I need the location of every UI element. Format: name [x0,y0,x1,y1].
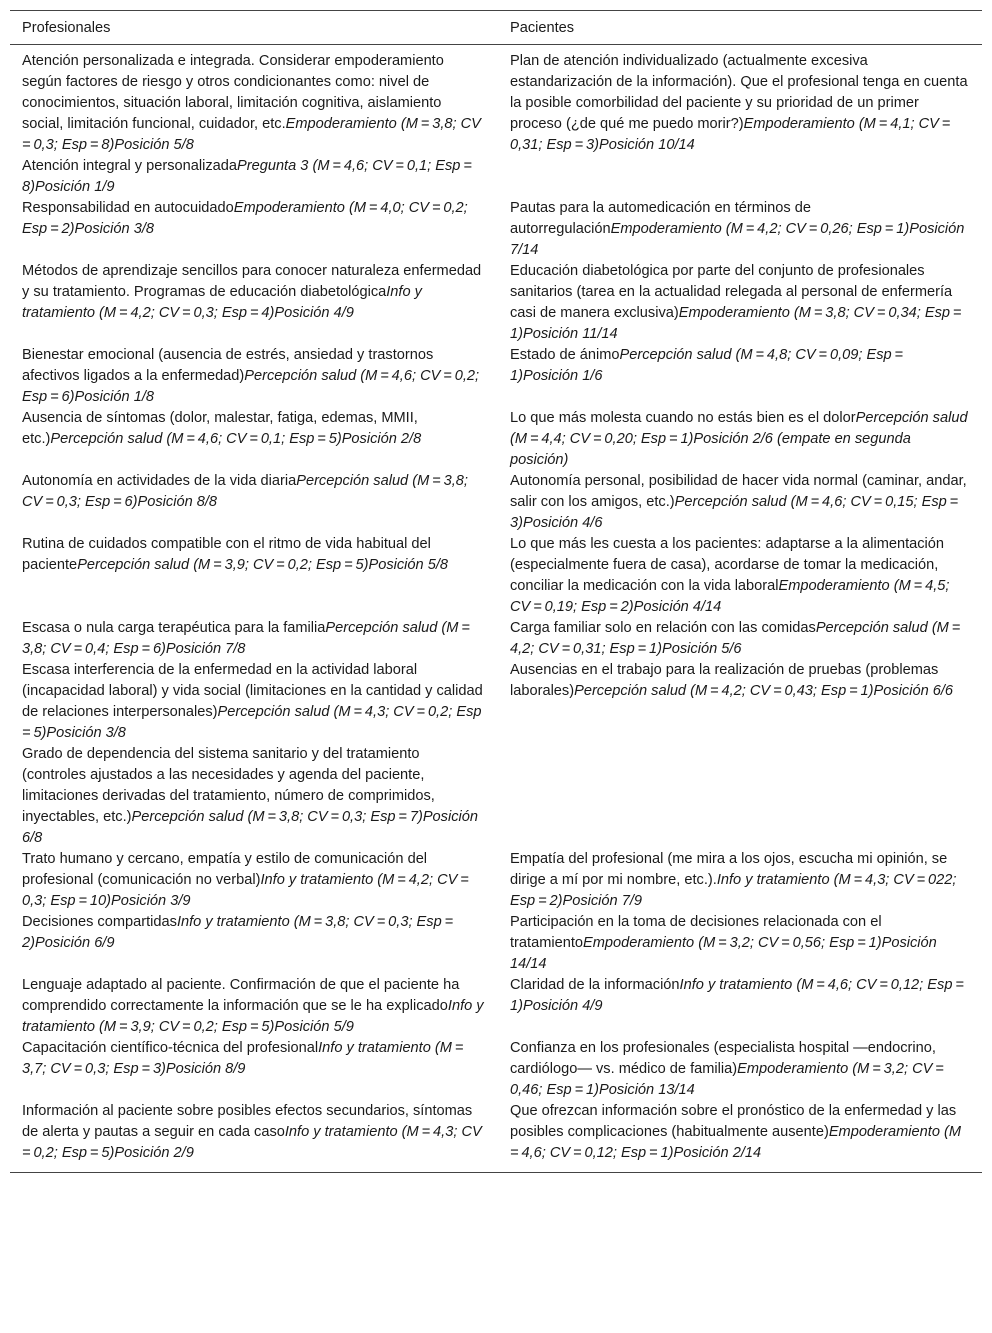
cell-text: Escasa interferencia de la enfermedad en la actividad laboral (incapacidad laboral) y vida social (limitaciones en la cantidad y calidad de relaciones interpersonales) [22,662,483,720]
table-row [10,408,982,471]
cell-pacientes [498,345,982,408]
cell-metadata: Pregunta 3 (M = 4,6; CV = 0,1; Esp = 8)Posición 1/9 [22,158,475,195]
cell-metadata: Empoderamiento (M = 3,8; CV = 0,34; Esp = 1)Posición 11/14 [510,305,965,342]
cell-text: Información al paciente sobre posibles efectos secundarios, síntomas de alerta y pautas a seguir en cada caso [22,1103,473,1140]
cell-pacientes [498,975,982,1038]
cell-metadata: Info y tratamiento (M = 3,7; CV = 0,3; Esp = 3)Posición 8/9 [22,1040,467,1077]
cell-metadata: Empoderamiento (M = 4,2; CV = 0,26; Esp = 1)Posición 7/14 [510,221,965,258]
cell-text: Ausencia de síntomas (dolor, malestar, fatiga, edemas, MMII, etc.) [22,410,418,447]
table-row [10,471,982,534]
cell-metadata: Info y tratamiento (M = 4,2; CV = 0,3; Esp = 10)Posición 3/9 [22,872,472,909]
column-header-pacientes: Pacientes [498,11,982,45]
header-row [10,11,982,45]
cell-pacientes [498,471,982,534]
cell-profesionales [10,912,498,975]
table-row [10,1038,982,1101]
cell-text: Lenguaje adaptado al paciente. Confirmación de que el paciente ha comprendido correctamente la información que se le ha explicado [22,977,460,1014]
cell-pacientes [498,198,982,261]
table-row [10,156,982,198]
cell-metadata: Info y tratamiento (M = 4,6; CV = 0,12; Esp = 1)Posición 4/9 [510,977,967,1014]
cell-profesionales [10,1038,498,1101]
cell-metadata: Info y tratamiento (M = 3,8; CV = 0,3; Esp = 2)Posición 6/9 [22,914,457,951]
cell-metadata: Percepción salud (M = 4,6; CV = 0,1; Esp = 5)Posición 2/8 [50,431,422,447]
table-row [10,849,982,912]
cell-metadata: Info y tratamiento (M = 4,3; CV = 022; Esp = 2)Posición 7/9 [510,872,957,909]
cell-text: Confianza en los profesionales (especialista hospital —endocrino, cardiólogo— vs. médico de familia) [510,1040,936,1077]
cell-text: Participación en la toma de decisiones relacionada con el tratamiento [510,914,882,951]
cell-profesionales [10,849,498,912]
table-row [10,45,982,157]
cell-pacientes [498,849,982,912]
cell-pacientes [498,45,982,157]
cell-text: Capacitación científico-técnica del profesional [22,1040,319,1056]
cell-text: Claridad de la información [510,977,680,993]
cell-metadata: Empoderamiento (M = 3,2; CV = 0,56; Esp = 1)Posición 14/14 [510,935,937,972]
cell-profesionales [10,534,498,618]
cell-text: Lo que más molesta cuando no estás bien es el dolor [510,410,856,426]
cell-text: Autonomía personal, posibilidad de hacer vida normal (caminar, andar, salir con los amigos, etc.) [510,473,967,510]
cell-metadata: Percepción salud (M = 4,3; CV = 0,2; Esp = 5)Posición 3/8 [22,704,485,741]
cell-metadata: Empoderamiento (M = 4,5; CV = 0,19; Esp = 2)Posición 4/14 [510,578,950,615]
cell-text: Métodos de aprendizaje sencillos para conocer naturaleza enfermedad y su tratamiento. Programas de educación diabetológica [22,263,482,300]
cell-text: Responsabilidad en autocuidado [22,200,234,216]
cell-metadata: Empoderamiento (M = 4,1; CV = 0,31; Esp = 3)Posición 10/14 [510,116,954,153]
comparison-table [10,10,982,1173]
cell-text: Atención personalizada e integrada. Considerar empoderamiento según factores de riesgo y otros condicionantes como: nivel de conocimientos, situación laboral, limitación cognitiva, aislamiento social, limitación funcional, cuidador, etc. [22,53,444,132]
cell-pacientes [498,408,982,471]
cell-text: Plan de atención individualizado (actualmente excesiva estandarización de la información). Que el profesional tenga en cuenta la posible comorbilidad del paciente y su prioridad de un primer proceso (¿de qué me puedo morir?) [510,53,968,132]
cell-metadata: Percepción salud (M = 4,2; CV = 0,43; Esp = 1)Posición 6/6 [574,683,954,699]
cell-profesionales [10,156,498,198]
cell-pacientes [498,1101,982,1173]
cell-text: Trato humano y cercano, empatía y estilo de comunicación del profesional (comunicación no verbal) [22,851,428,888]
cell-text: Atención integral y personalizada [22,158,237,174]
table-row [10,345,982,408]
table-row [10,198,982,261]
cell-metadata: Empoderamiento (M = 4,0; CV = 0,2; Esp = 2)Posición 3/8 [22,200,468,237]
cell-text: Grado de dependencia del sistema sanitario y del tratamiento (controles ajustados a las necesidades y agenda del paciente, limitaciones derivadas del tratamiento, número de comprimidos, inyectables, etc.) [22,746,435,825]
cell-text: Estado de ánimo [510,347,620,363]
cell-text: Bienestar emocional (ausencia de estrés, ansiedad y trastornos afectivos ligados a la enfermedad) [22,347,434,384]
cell-metadata: Empoderamiento (M = 4,6; CV = 0,12; Esp = 1)Posición 2/14 [510,1124,964,1161]
cell-metadata: Percepción salud (M = 4,2; CV = 0,31; Esp = 1)Posición 5/6 [510,620,964,657]
cell-pacientes [498,660,982,744]
cell-metadata: Percepción salud (M = 4,4; CV = 0,20; Esp = 1)Posición 2/6 (empate en segunda posición) [510,410,968,468]
column-header-profesionales: Profesionales [10,11,498,45]
cell-text: Pautas para la automedicación en términos de autorregulación [510,200,811,237]
table-row [10,744,982,849]
cell-metadata: Info y tratamiento (M = 4,2; CV = 0,3; Esp = 4)Posición 4/9 [22,284,422,321]
cell-metadata: Percepción salud (M = 4,8; CV = 0,09; Esp = 1)Posición 1/6 [510,347,906,384]
cell-metadata: Percepción salud (M = 4,6; CV = 0,2; Esp = 6)Posición 1/8 [22,368,480,405]
cell-metadata: Percepción salud (M = 3,8; CV = 0,3; Esp = 6)Posición 8/8 [22,473,468,510]
cell-pacientes [498,156,982,198]
table-row [10,912,982,975]
cell-profesionales [10,471,498,534]
cell-profesionales [10,345,498,408]
cell-pacientes [498,534,982,618]
cell-metadata: Percepción salud (M = 3,8; CV = 0,4; Esp = 6)Posición 7/8 [22,620,473,657]
cell-metadata: Empoderamiento (M = 3,2; CV = 0,46; Esp = 1)Posición 13/14 [510,1061,947,1098]
cell-text: Decisiones compartidas [22,914,177,930]
cell-profesionales [10,408,498,471]
cell-text: Que ofrezcan información sobre el pronóstico de la enfermedad y las posibles complicaciones (habitualmente ausente) [510,1103,957,1140]
cell-text: Lo que más les cuesta a los pacientes: adaptarse a la alimentación (especialmente fuera de casa), acordarse de tomar la medicación, conciliar la medicación con la vida laboral [510,536,945,594]
cell-pacientes [498,1038,982,1101]
cell-pacientes [498,744,982,849]
cell-profesionales [10,1101,498,1173]
table-row [10,534,982,618]
cell-text: Rutina de cuidados compatible con el ritmo de vida habitual del paciente [22,536,431,573]
cell-metadata: Empoderamiento (M = 3,8; CV = 0,3; Esp = 8)Posición 5/8 [22,116,484,153]
cell-metadata: Info y tratamiento (M = 4,3; CV = 0,2; Esp = 5)Posición 2/9 [22,1124,485,1161]
cell-profesionales [10,744,498,849]
table-body [10,45,982,1173]
cell-profesionales [10,45,498,157]
table-row [10,261,982,345]
cell-profesionales [10,261,498,345]
cell-metadata: Info y tratamiento (M = 3,9; CV = 0,2; Esp = 5)Posición 5/9 [22,998,484,1035]
cell-text: Autonomía en actividades de la vida diaria [22,473,297,489]
table-row [10,618,982,660]
cell-pacientes [498,912,982,975]
cell-profesionales [10,618,498,660]
table-row [10,975,982,1038]
cell-pacientes [498,618,982,660]
table-row [10,1101,982,1173]
cell-profesionales [10,198,498,261]
cell-pacientes [498,261,982,345]
cell-profesionales [10,975,498,1038]
cell-metadata: Percepción salud (M = 4,6; CV = 0,15; Esp = 3)Posición 4/6 [510,494,962,531]
cell-text: Ausencias en el trabajo para la realización de pruebas (problemas laborales) [510,662,939,699]
cell-text: Educación diabetológica por parte del conjunto de profesionales sanitarios (tarea en la actualidad relegada al personal de enfermería casi de manera exclusiva) [510,263,953,321]
cell-metadata: Percepción salud (M = 3,8; CV = 0,3; Esp = 7)Posición 6/8 [22,809,478,846]
cell-text: Empatía del profesional (me mira a los ojos, escucha mi opinión, se dirige a mí por mi nombre, etc.). [510,851,948,888]
cell-text: Escasa o nula carga terapéutica para la familia [22,620,326,636]
cell-metadata: Percepción salud (M = 3,9; CV = 0,2; Esp = 5)Posición 5/8 [77,557,449,573]
table-row [10,660,982,744]
cell-text: Carga familiar solo en relación con las comidas [510,620,816,636]
cell-profesionales [10,660,498,744]
